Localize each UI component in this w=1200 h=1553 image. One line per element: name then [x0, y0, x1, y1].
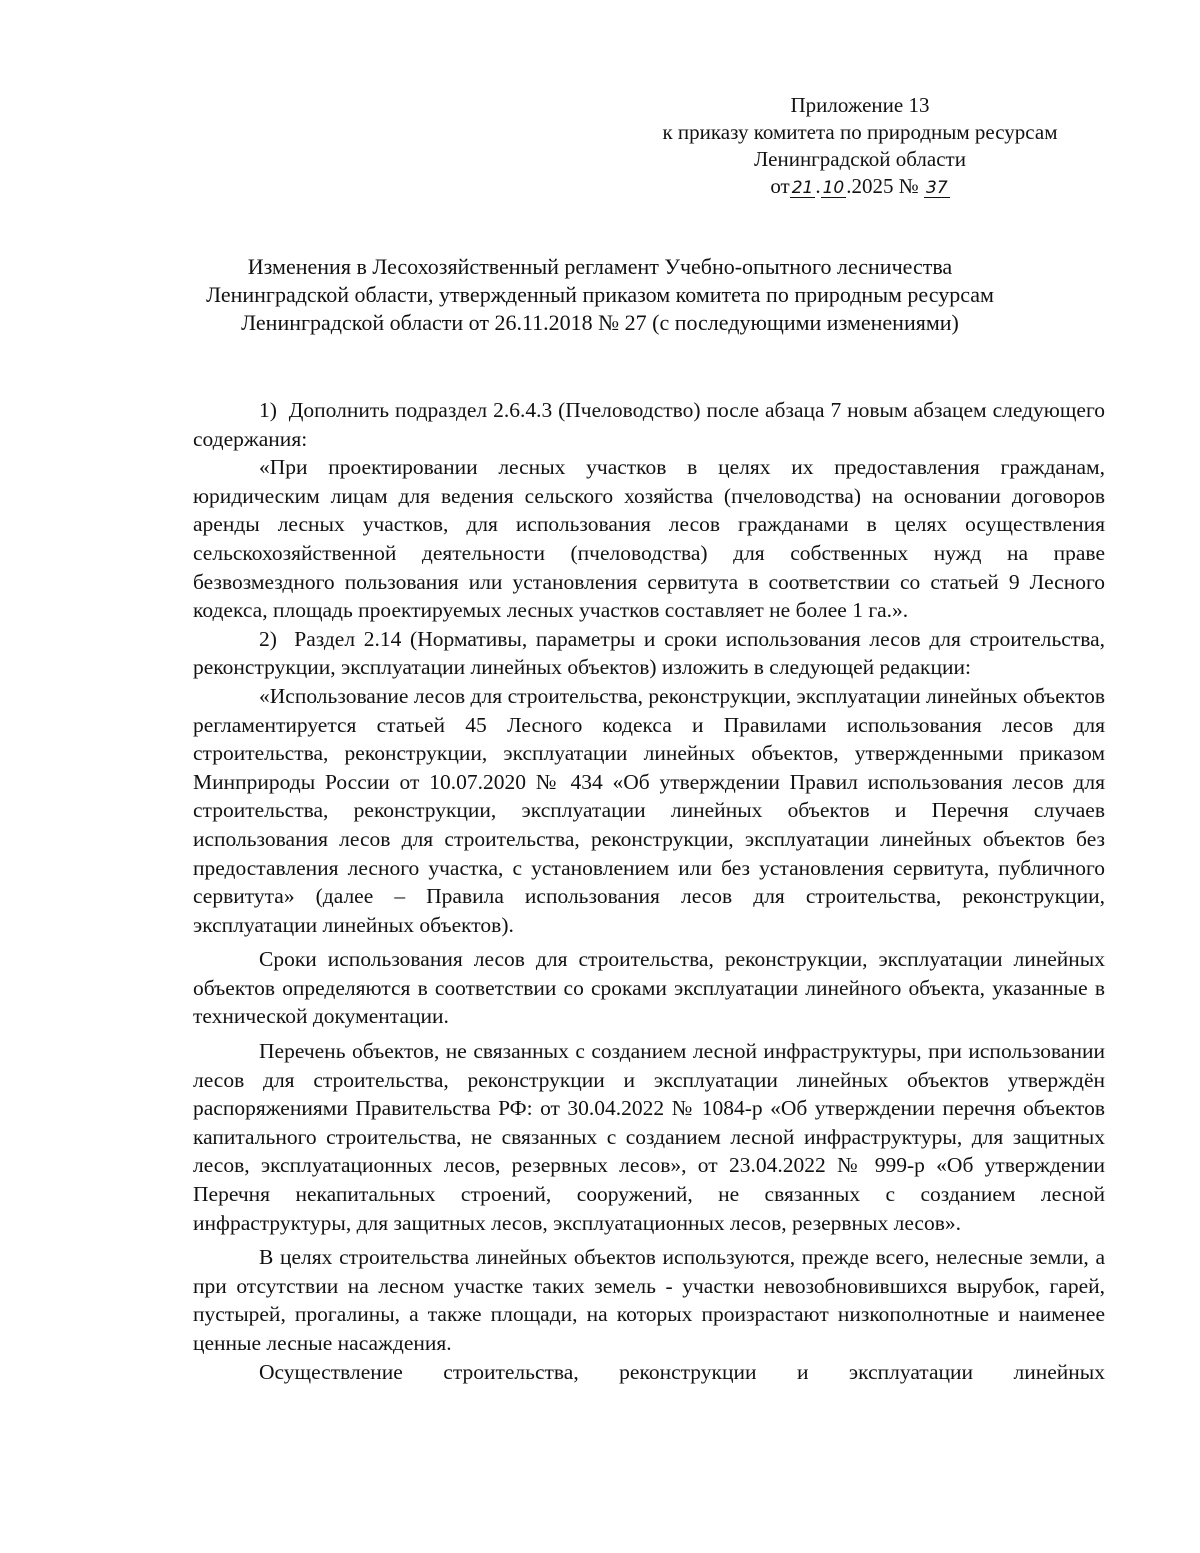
annex-header [600, 92, 1120, 200]
handwritten-day: 21 [791, 178, 814, 198]
document-title: Изменения в Лесохозяйственный регламент Учебно-опытного лесничества Ленинградской области, утвержденный приказом комитета по природным ресурсам Ленинградской области от 26.11.2018 № 27 (с последующими изменениями) [206, 254, 994, 335]
annex-number: Приложение 13 [790, 93, 930, 117]
paragraph-quote-beekeeping: «При проектировании лесных участков в целях их предоставления гражданам, юридическим лицам для ведения сельского хозяйства (пчеловодства) на основании договоров аренды лесных участков, для использования лесов гражданами в целях осуществления сельскохозяйственной деятельности (пчеловодства) для собственных нужд на праве безвозмездного пользования или установления сервитута в соответствии со статьей 9 Лесного кодекса, площадь проектируемых лесных участков составляет не более 1 га.». [193, 455, 1105, 623]
document-body [193, 396, 1105, 1386]
paragraph-usage-terms: Сроки использования лесов для строительства, реконструкции, эксплуатации линейных объектов определяются в соответствии со сроками эксплуатации линейного объекта, указанные в технической документации. [193, 947, 1105, 1029]
paragraph-objects-list: Перечень объектов, не связанных с созданием лесной инфраструктуры, при использовании лесов для строительства, реконструкции и эксплуатации линейных объектов утверждён распоряжениями Правительства РФ: от 30.04.2022 № 1084-р «Об утверждении перечня объектов капитального строительства, не связанных с созданием лесной инфраструктуры, для защитных лесов, эксплуатационных лесов, резервных лесов», от 23.04.2022 № 999-р «Об утверждении Перечня некапитальных строений, сооружений, не связанных с созданием лесной инфраструктуры, для защитных лесов, эксплуатационных лесов, резервных лесов». [193, 1039, 1105, 1235]
date-year: .2025 № [846, 174, 919, 198]
handwritten-month: 10 [822, 178, 845, 198]
paragraph-item-2: 2) Раздел 2.14 (Нормативы, параметры и сроки использования лесов для строительства, реконструкции, эксплуатации линейных объектов) изложить в следующей редакции: [193, 626, 1105, 680]
date-separator: . [815, 174, 821, 198]
paragraph-quote-linear-objects: «Использование лесов для строительства, реконструкции, эксплуатации линейных объектов регламентируется статьей 45 Лесного кодекса и Правилами использования лесов для строительства, реконструкции, эксплуатации линейных объектов, утвержденными приказом Минприроды России от 10.07.2020 № 434 «Об утверждении Правил использования лесов для строительства, реконструкции, эксплуатации линейных объектов и Перечня случаев использования лесов для строительства, реконструкции, эксплуатации линейных объектов без предоставления лесного участка, с установлением или без установления сервитута, публичного сервитута» (далее – Правила использования лесов для строительства, реконструкции, эксплуатации линейных объектов). [193, 683, 1105, 937]
date-prefix: от [770, 174, 790, 198]
handwritten-order-number: 37 [926, 178, 948, 198]
annex-order-ref: к приказу комитета по природным ресурсам [662, 120, 1058, 144]
paragraph-item-1: 1) Дополнить подраздел 2.6.4.3 (Пчеловодство) после абзаца 7 новым абзацем следующего содержания: [193, 398, 1105, 451]
annex-date-line [600, 173, 1120, 200]
annex-region: Ленинградской области [754, 147, 966, 171]
paragraph-land-priority: В целях строительства линейных объектов используются, прежде всего, нелесные земли, а при отсутствии на лесном участке таких земель - участки невозобновившихся вырубок, гарей, пустырей, прогалины, а также площади, на которых произрастают низкополнотные и наименее ценные лесные насаждения. [193, 1245, 1105, 1355]
paragraph-continued: Осуществление строительства, реконструкции и эксплуатации линейных [259, 1359, 1105, 1384]
